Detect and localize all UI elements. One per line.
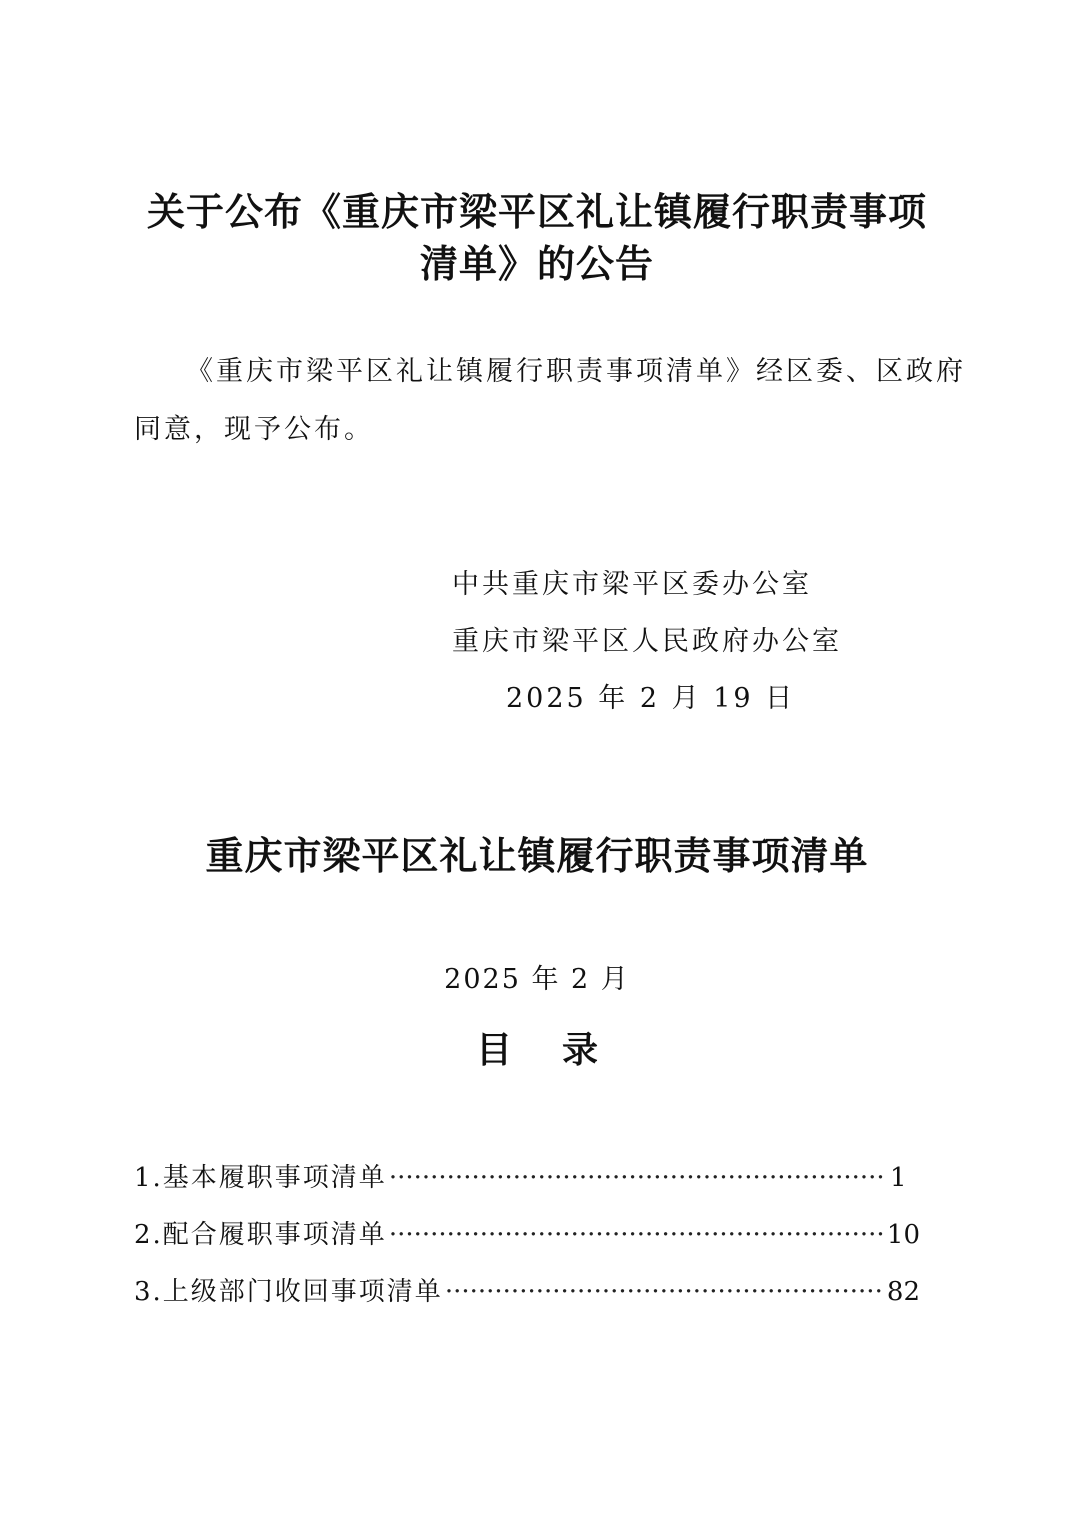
signatory-government-office: 重庆市梁平区人民政府办公室 [452, 626, 842, 657]
toc-item[interactable] [134, 1160, 920, 1196]
notice-body-line-1: 《重庆市梁平区礼让镇履行职责事项清单》经区委、区政府 [186, 356, 966, 387]
notice-title-line-2: 清单》的公告 [419, 242, 654, 286]
toc-leader-dots [389, 1160, 886, 1196]
toc-item[interactable] [134, 1217, 920, 1253]
toc-item-label: 2.配合履职事项清单 [134, 1220, 387, 1250]
toc-item[interactable] [134, 1274, 920, 1310]
signatory-party-office: 中共重庆市梁平区委办公室 [452, 569, 812, 600]
notice-title-line-1: 关于公布《重庆市梁平区礼让镇履行职责事项 [146, 190, 927, 234]
toc-leader-dots [389, 1217, 883, 1253]
notice-body-line-2: 同意，现予公布。 [134, 414, 374, 445]
notice-date: 2025 年 2 月 19 日 [506, 683, 796, 714]
toc-heading: 目录 [475, 1030, 648, 1071]
toc-item-page: 10 [886, 1220, 920, 1250]
list-title: 重庆市梁平区礼让镇履行职责事项清单 [205, 834, 869, 878]
toc-leader-dots [445, 1274, 883, 1310]
toc-item-page: 82 [886, 1277, 920, 1307]
list-date: 2025 年 2 月 [444, 964, 630, 995]
toc-item-label: 1.基本履职事项清单 [134, 1163, 387, 1193]
toc-item-page: 1 [890, 1163, 907, 1193]
toc-item-label: 3.上级部门收回事项清单 [134, 1277, 443, 1307]
